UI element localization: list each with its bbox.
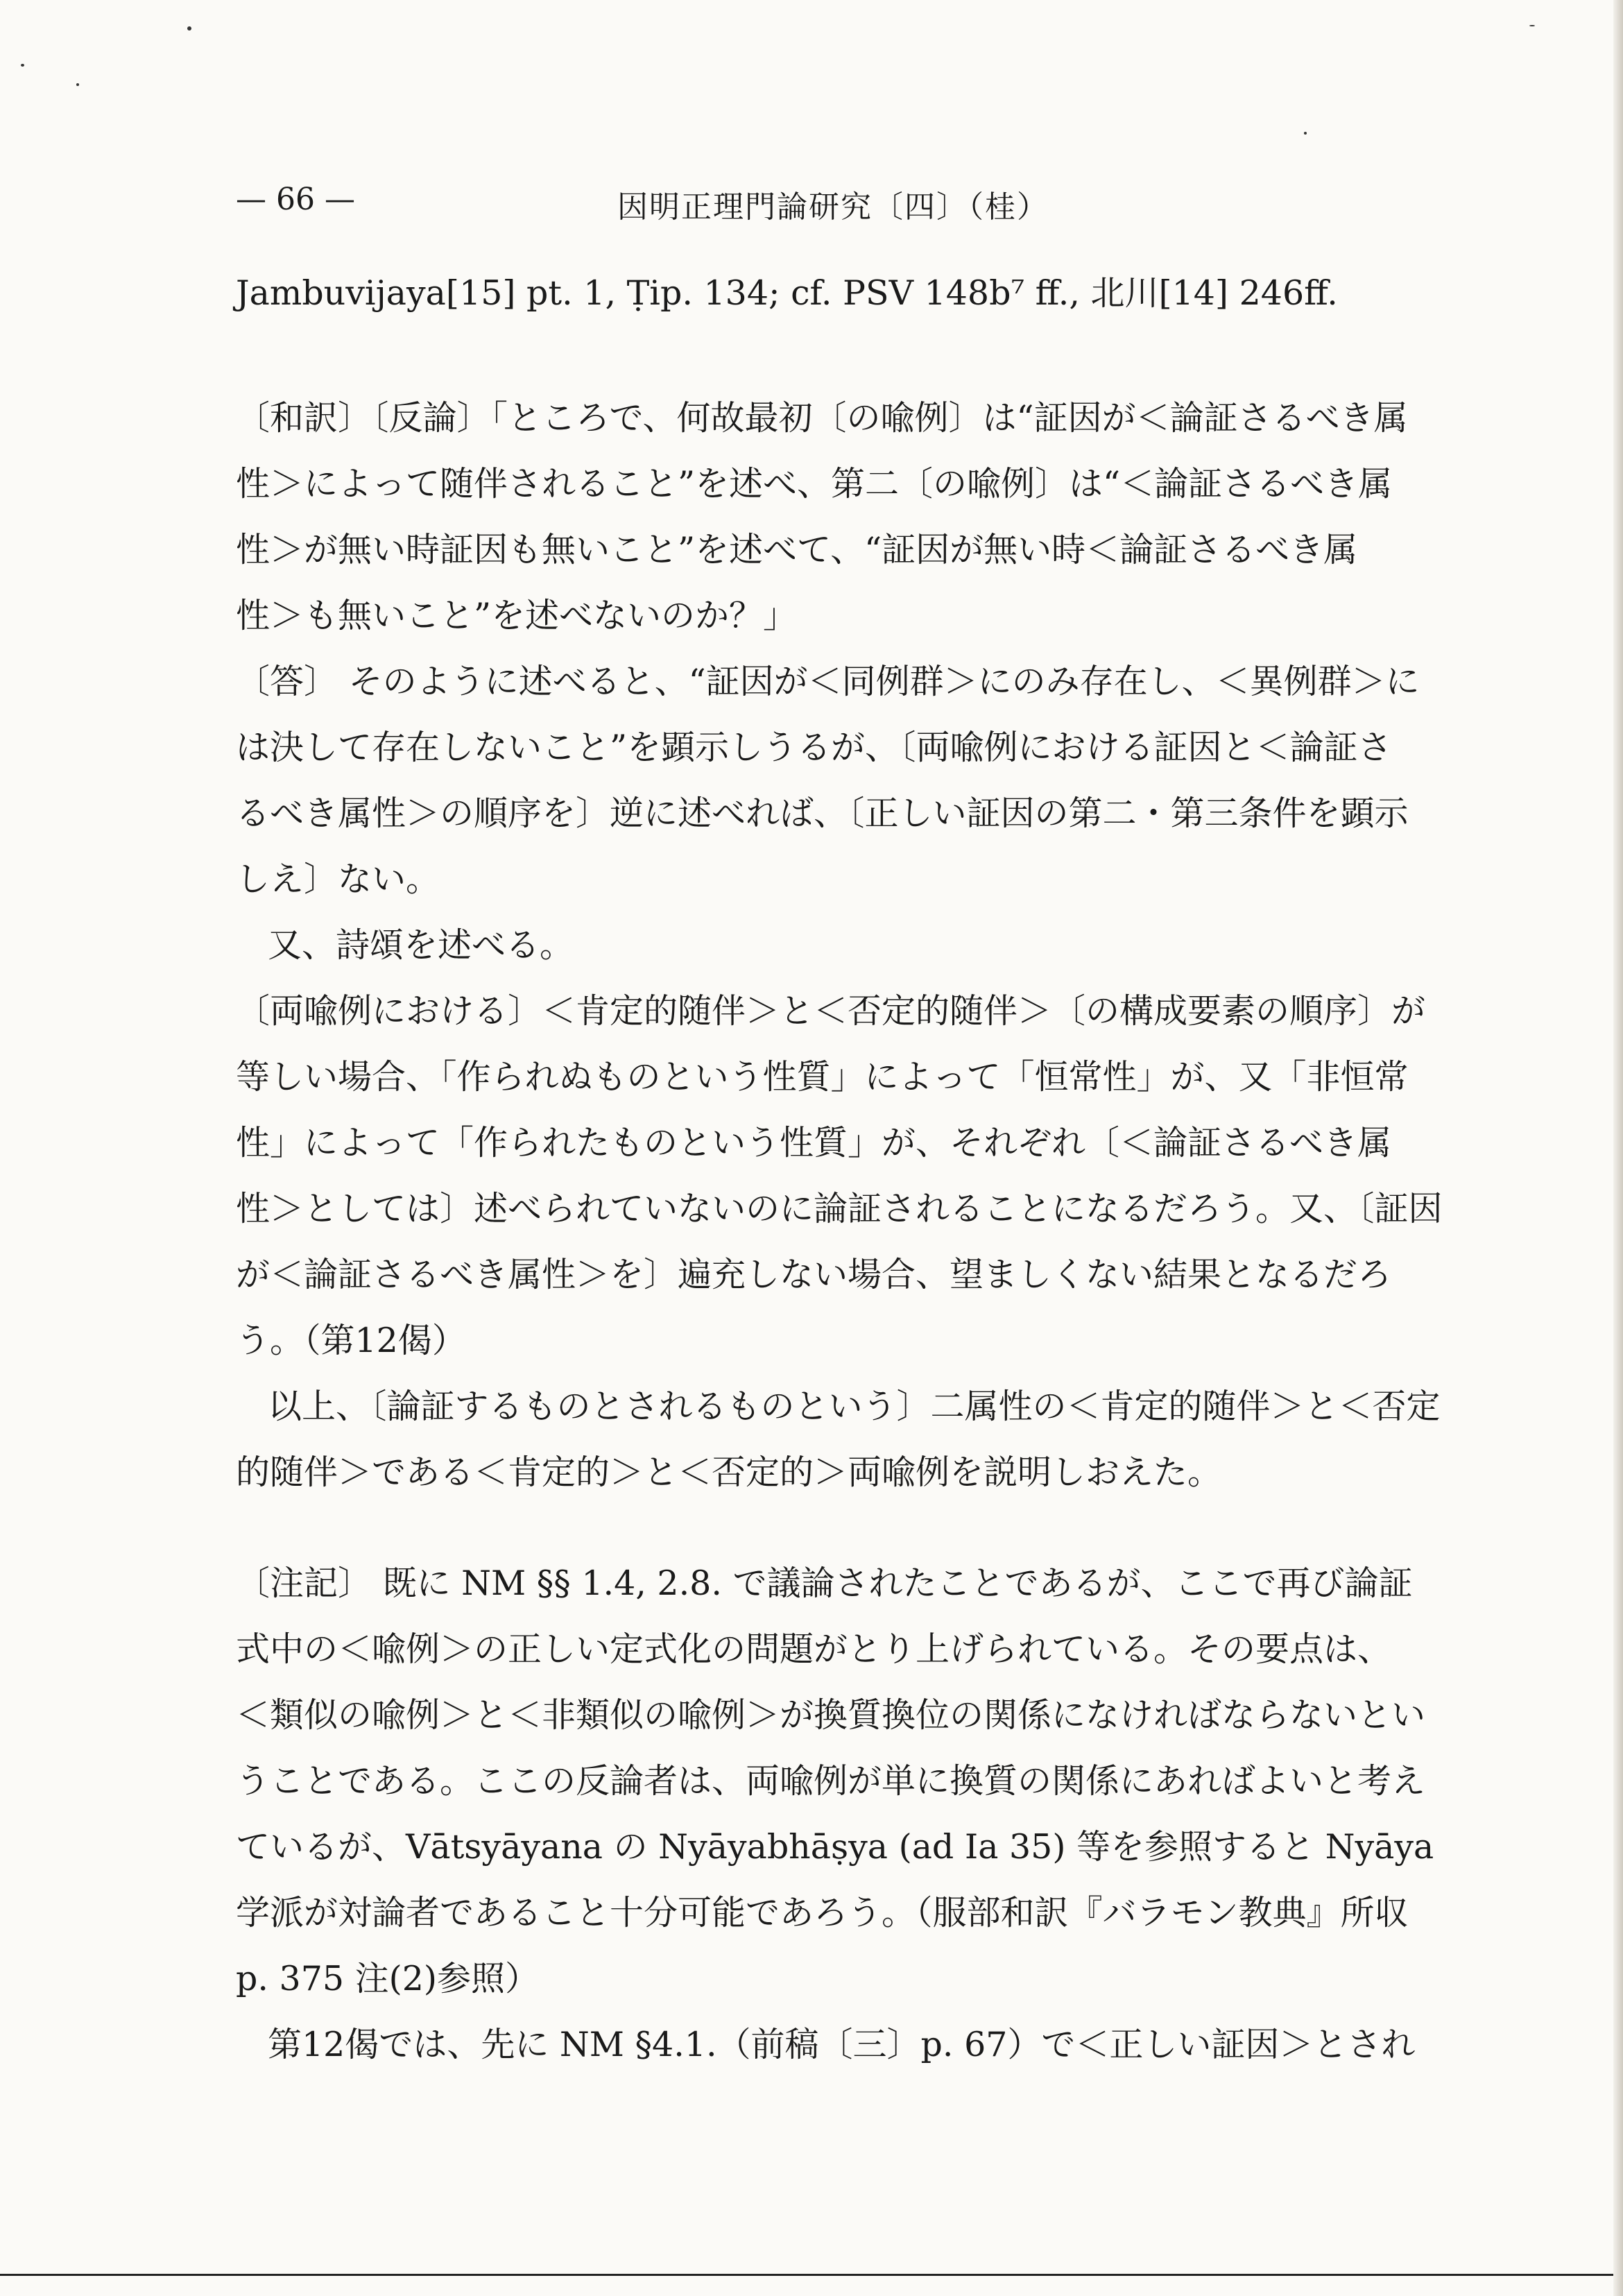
page-header	[236, 182, 1429, 230]
translation-line: 性＞によって随伴されること”を述べ、第二〔の喩例〕は“＜論証さるべき属	[236, 464, 1393, 504]
note-line: 式中の＜喩例＞の正しい定式化の問題がとり上げられている。その要点は、	[236, 1629, 1392, 1669]
verse-line: 性＞としては〕述べられていないのに論証されることになるだろう。又、〔証因	[236, 1189, 1443, 1228]
running-title: 因明正理門論研究〔四〕（桂）	[617, 189, 1049, 225]
verse-line: 等しい場合、「作られぬものという性質」によって「恒常性」が、又「非恒常	[236, 1057, 1409, 1097]
verse-line: 〔両喩例における〕＜肯定的随伴＞と＜否定的随伴＞〔の構成要素の順序〕が	[236, 991, 1426, 1031]
reference-text: Jambuvijaya[15] pt. 1, Ṭip. 134; cf. PSV 148b⁷ ff., 北川[14] 246ff.	[236, 273, 1338, 313]
translation-line: 〔和訳〕〔反論〕「ところで、何故最初〔の喩例〕は“証因が＜論証さるべき属	[236, 398, 1408, 438]
translation-section	[236, 385, 1446, 1505]
scan-speck	[1529, 25, 1535, 26]
answer-line: 〔答〕 そのように述べると、“証因が＜同例群＞にのみ存在し、＜異例群＞に	[236, 662, 1420, 701]
verse-line: 性」によって「作られたものという性質」が、それぞれ〔＜論証さるべき属	[236, 1123, 1392, 1163]
answer-line: しえ〕ない。	[236, 859, 440, 899]
page-edge-shadow	[1613, 0, 1623, 2296]
note-line: ているが、Vātsyāyana の Nyāyabhāṣya (ad Ia 35) 等を参照すると Nyāya	[236, 1827, 1434, 1867]
note-line: p. 375 注(2)参照）	[236, 1959, 540, 1998]
scan-speck	[21, 64, 24, 67]
bottom-rule	[0, 2274, 1623, 2276]
scan-speck	[187, 26, 191, 31]
verse-intro-line: 又、詩頌を述べる。	[268, 925, 574, 965]
note-line: 〔注記〕 既に NM §§ 1.4, 2.8. で議論されたことであるが、ここで再び論証	[236, 1563, 1413, 1603]
translation-line: 性＞も無いこと”を述べないのか？」	[236, 596, 798, 635]
translation-line: 性＞が無い時証因も無いこと”を述べて、“証因が無い時＜論証さるべき属	[236, 530, 1358, 569]
note-line: うことである。ここの反論者は、両喩例が単に換質の関係にあればよいと考え	[236, 1761, 1426, 1801]
answer-line: るべき属性＞の順序を〕逆に述べれば、〔正しい証因の第二・第三条件を顕示	[236, 794, 1409, 833]
summary-line: 以上、〔論証するものとされるものという〕二属性の＜肯定的随伴＞と＜否定	[268, 1387, 1441, 1426]
notes-section	[236, 1550, 1446, 2077]
note-line: ＜類似の喩例＞と＜非類似の喩例＞が換質換位の関係になければならないとい	[236, 1695, 1426, 1735]
note-line: 学派が対論者であること十分可能であろう。（服部和訳『バラモン教典』所収	[236, 1893, 1409, 1933]
note-line: 第12偈では、先に NM §4.1.（前稿〔三〕p. 67）で＜正しい証因＞とされ	[268, 2025, 1416, 2064]
scan-speck	[76, 83, 79, 86]
verse-line: が＜論証さるべき属性＞を〕遍充しない場合、望ましくない結果となるだろ	[236, 1255, 1392, 1294]
page-number: — 66 —	[236, 182, 355, 217]
summary-line: 的随伴＞である＜肯定的＞と＜否定的＞両喩例を説明しおえた。	[236, 1453, 1222, 1492]
reference-line	[236, 260, 1446, 326]
scan-speck	[1304, 132, 1307, 135]
verse-line: う。（第12偈）	[236, 1321, 466, 1360]
answer-line: は決して存在しないこと”を顕示しうるが、〔両喩例における証因と＜論証さ	[236, 728, 1392, 767]
